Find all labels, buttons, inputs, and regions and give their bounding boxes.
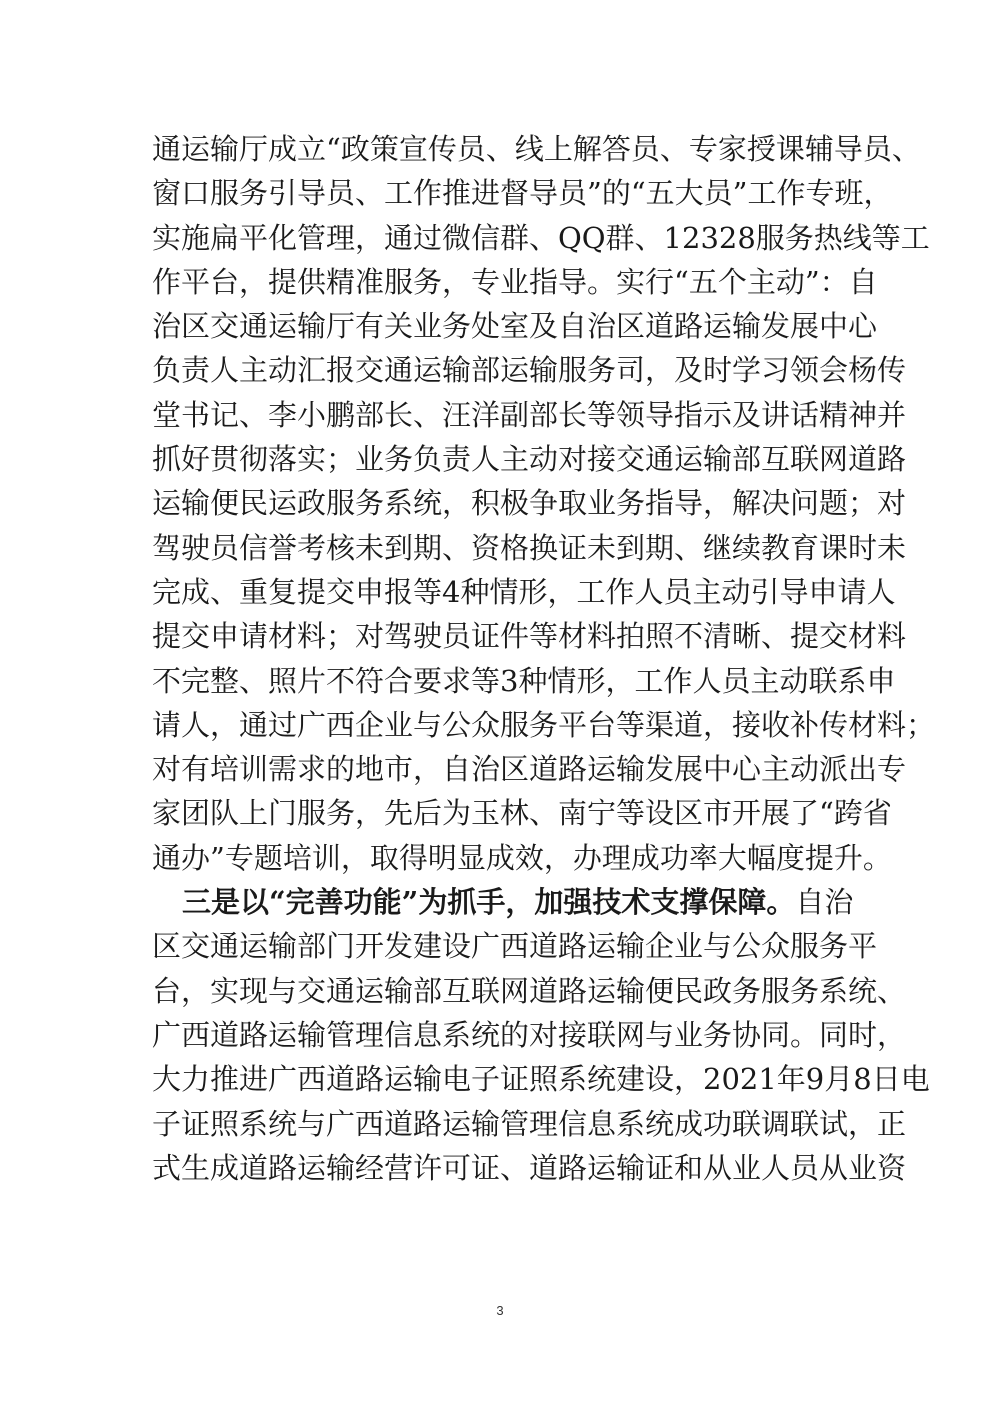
paragraph-line: 广西道路运输管理信息系统的对接联网与业务协同。同时， <box>152 1017 907 1052</box>
section-first-line <box>152 880 852 924</box>
paragraph-line: 实施扁平化管理，通过微信群、QQ群、12328服务热线等工 <box>152 220 930 255</box>
paragraph-line: 堂书记、李小鹏部长、汪洋副部长等领导指示及讲话精神并 <box>152 397 907 432</box>
paragraph-line: 家团队上门服务，先后为玉林、南宁等设区市开展了“跨省 <box>152 796 892 831</box>
paragraph-line: 治区交通运输厅有关业务处室及自治区道路运输发展中心 <box>152 309 878 344</box>
paragraph-line: 运输便民运政服务系统，积极争取业务指导，解决问题；对 <box>152 486 907 521</box>
paragraph-line: 区交通运输部门开发建设广西道路运输企业与公众服务平 <box>152 929 878 964</box>
paragraph-line: 通运输厅成立“政策宣传员、线上解答员、专家授课辅导员、 <box>152 132 921 166</box>
paragraph-line: 驾驶员信誉考核未到期、资格换证未到期、继续教育课时未 <box>152 530 907 565</box>
paragraph-line: 式生成道路运输经营许可证、道路运输证和从业人员从业资 <box>152 1150 907 1185</box>
section-heading: 三是以“完善功能”为抓手，加强技术支撑保障。 <box>182 885 796 920</box>
paragraph-line: 负责人主动汇报交通运输部运输服务司，及时学习领会杨传 <box>152 353 907 388</box>
paragraph-line: 提交申请材料；对驾驶员证件等材料拍照不清晰、提交材料 <box>152 619 907 654</box>
paragraph-line: 完成、重复提交申报等4种情形，工作人员主动引导申请人 <box>152 574 896 609</box>
page-number: 3 <box>496 1303 504 1318</box>
paragraph-line: 通办”专题培训，取得明显成效，办理成功率大幅度提升。 <box>152 840 892 875</box>
paragraph-line: 大力推进广西道路运输电子证照系统建设，2021年9月8日电 <box>152 1062 930 1097</box>
paragraph-line: 抓好贯彻落实；业务负责人主动对接交通运输部互联网道路 <box>152 442 907 477</box>
paragraph-line: 台，实现与交通运输部互联网道路运输便民政务服务系统、 <box>152 973 907 1008</box>
paragraph-line: 对有培训需求的地市，自治区道路运输发展中心主动派出专 <box>152 752 907 787</box>
paragraph-line: 请人，通过广西企业与公众服务平台等渠道，接收补传材料； <box>152 707 936 742</box>
paragraph-line: 作平台，提供精准服务，专业指导。实行“五个主动”：自 <box>152 264 878 299</box>
paragraph-line: 窗口服务引导员、工作推进督导员”的“五大员”工作专班， <box>152 176 893 211</box>
paragraph-line: 不完整、照片不符合要求等3种情形，工作人员主动联系申 <box>152 663 896 698</box>
paragraph-line: 子证照系统与广西道路运输管理信息系统成功联调联试，正 <box>152 1106 907 1141</box>
body-text <box>152 127 936 1190</box>
section-heading-continuation: 自治 <box>795 885 854 920</box>
